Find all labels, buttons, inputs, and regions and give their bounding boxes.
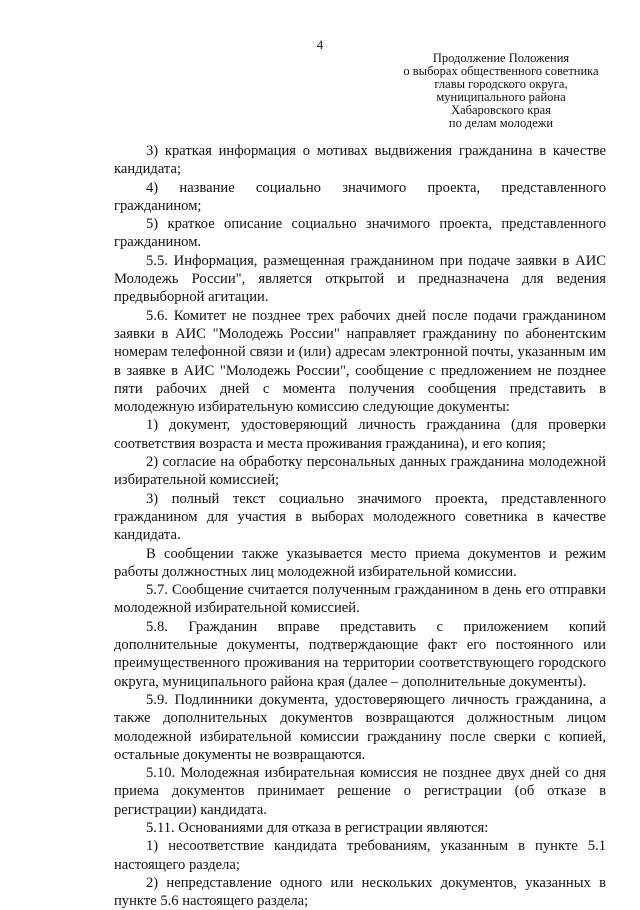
header-line: Продолжение Положения xyxy=(432,51,570,65)
paragraph: 5.10. Молодежная избирательная комиссия не позднее двух дней со дня приема документов принимает решение о регистрации (об отказе в регистрации) кандидата. xyxy=(114,765,606,818)
document-body xyxy=(114,142,606,910)
paragraph: 5.11. Основаниями для отказа в регистрации являются: xyxy=(146,819,489,836)
paragraph: 3) краткая информация о мотивах выдвижения гражданина в качестве кандидата; xyxy=(114,143,606,178)
paragraph: 5.8. Гражданин вправе представить с приложением копий дополнительные документы, подтверждающие факт его постоянного или преимущественного проживания на территории соответствующего городского округа, муниципального района края (далее – дополнительные документы). xyxy=(114,618,606,690)
header-line: по делам молодежи xyxy=(448,116,554,130)
paragraph: 5.5. Информация, размещенная гражданином при подаче заявки в АИС Молодежь России", является открытой и предназначена для ведения предвыборной агитации. xyxy=(114,252,606,306)
paragraph: 5.9. Подлинники документа, удостоверяющего личность гражданина, а также дополнительных документов возвращаются должностным лицом молодежной избирательной комиссии гражданину после сверки с копией, остальные документы не возвращаются. xyxy=(114,691,606,763)
header-line: главы городского округа, xyxy=(434,77,568,91)
page-number: 4 xyxy=(316,37,324,52)
paragraph: 3) полный текст социально значимого проекта, представленного гражданином для участия в выборах молодежного советника в качестве кандидата. xyxy=(114,490,606,544)
paragraph: 5) краткое описание социально значимого проекта, представленного гражданином. xyxy=(114,216,606,251)
paragraph: 5.6. Комитет не позднее трех рабочих дней после подачи гражданином заявки в АИС "Молодежь России" направляет гражданину по абонентским номерам телефонной связи и (или) адресам электронной почты, указанным им в заявке в АИС "Молодежь России", сообщение с предложением не позднее пяти рабочих дней с момента получения сообщения представить в молодежную избирательную комиссию следующие документы: xyxy=(114,307,606,416)
paragraph: 1) несоответствие кандидата требованиям, указанным в пункте 5.1 настоящего раздела; xyxy=(114,838,606,873)
header-line: Хабаровского края xyxy=(451,103,551,117)
paragraph: 2) непредставление одного или нескольких документов, указанных в пункте 5.6 настоящего раздела; xyxy=(114,874,606,910)
paragraph: 4) название социально значимого проекта, представленного гражданином; xyxy=(114,179,606,214)
continuation-header xyxy=(388,52,614,130)
header-line: о выборах общественного советника xyxy=(403,64,599,78)
paragraph: 2) согласие на обработку персональных данных гражданина молодежной избирательной комиссией; xyxy=(114,454,606,489)
paragraph: 5.7. Сообщение считается полученным гражданином в день его отправки молодежной избирательной комиссией. xyxy=(114,582,606,617)
header-line: муниципального района xyxy=(436,90,566,104)
paragraph: 1) документ, удостоверяющий личность гражданина (для проверки соответствия возраста и места проживания гражданина), и его копия; xyxy=(114,417,606,452)
paragraph: В сообщении также указывается место приема документов и режим работы должностных лиц молодежной избирательной комиссии. xyxy=(114,545,606,580)
